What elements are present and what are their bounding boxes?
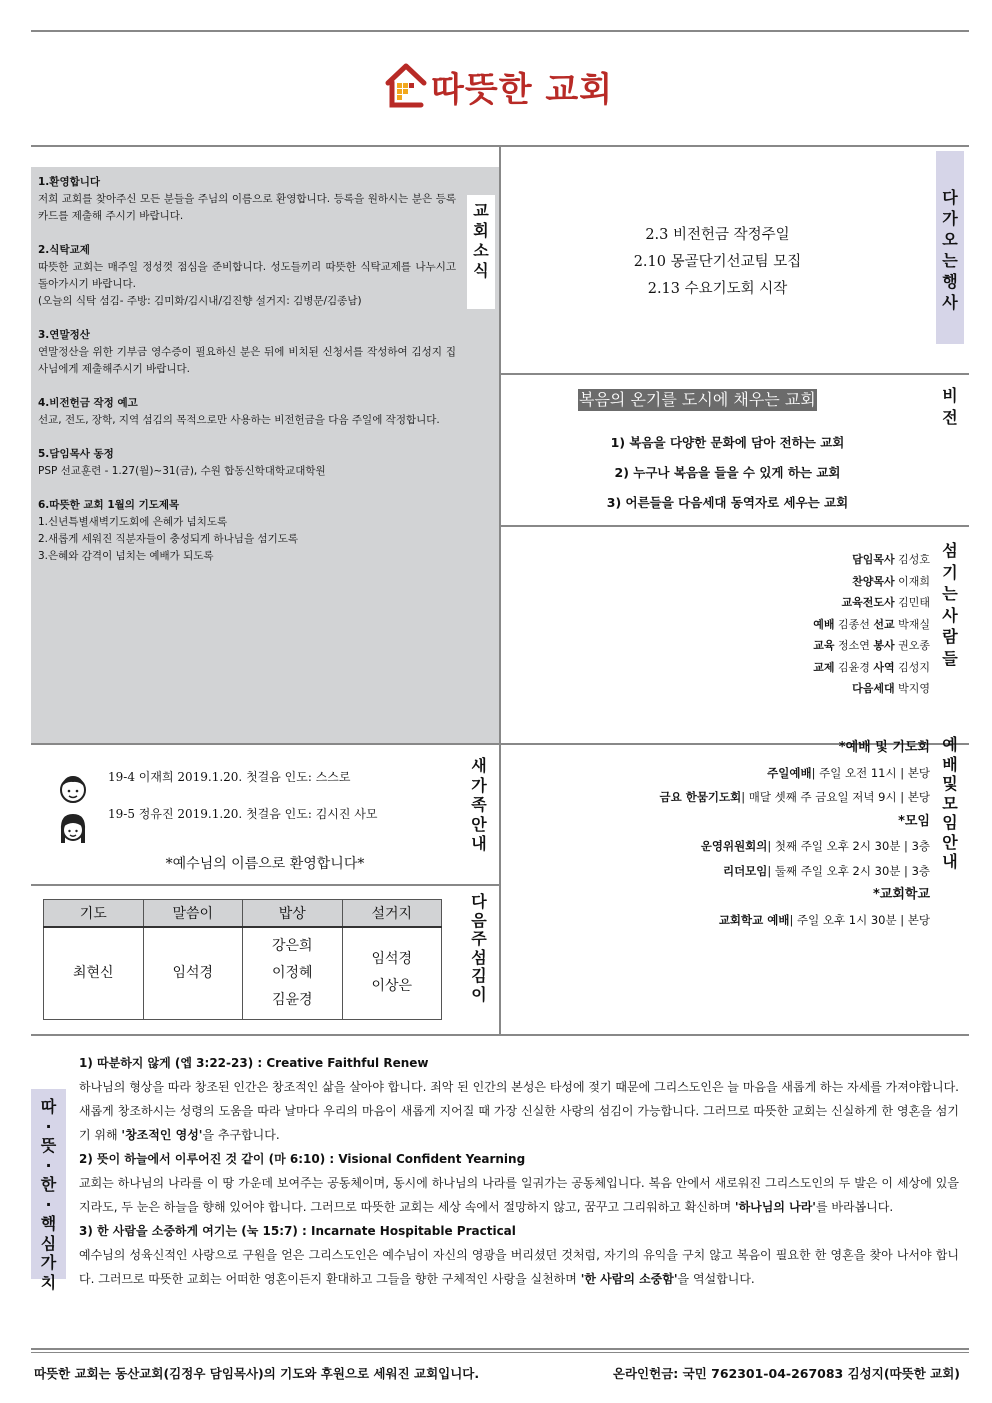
news-item (38, 395, 456, 429)
servant-role: 봉사 (873, 639, 895, 652)
news-text: 저희 교회를 찾아주신 모든 분들을 주님의 이름으로 환영합니다. 등록을 원하시는 분은 등록카드를 제출해 주시기 바랍니다. (38, 193, 456, 222)
vertical-label-char: 들 (942, 648, 958, 668)
church-news-label (467, 195, 495, 309)
new-family-member: 19-5 정유진 2019.1.20. 첫걸음 인도: 김시진 사모 (108, 807, 378, 821)
news-heading: 5.담임목사 동정 (38, 448, 114, 460)
next-week-servers-label (465, 893, 493, 1004)
vision-item: 3) 어른들을 다음세대 동역자로 세우는 교회 (606, 495, 849, 510)
vertical-label-char: 내 (471, 834, 487, 853)
vertical-label-char: · (45, 1116, 52, 1136)
news-heading: 4.비전헌금 작정 예고 (38, 397, 138, 409)
vertical-label-char: 가 (40, 1253, 57, 1272)
schedule-name: 교회학교 예배 (718, 912, 790, 927)
vision-label (936, 385, 964, 429)
core-value-body: 하나님의 형상을 따라 창조된 인간은 창조적인 삶을 살아야 합니다. 죄악 된 인간의 본성은 타성에 젖기 때문에 그리스도인은 늘 마음을 새롭게 하는 자세를 가져야합니다. 새롭게 창조하시는 성령의 도움을 따라 날마다 우리의 마음이 새롭게 지어질 때 가장 신실한 사랑의 섬김이 가능합니다. 그러므로 따뜻한 교회는 신실하게 한 영혼을 섬기기 위해 (79, 1080, 959, 1142)
servant-name: 김민태 (898, 596, 930, 609)
server-name: 이상은 (371, 978, 413, 995)
servant-name: 김윤경 (837, 660, 870, 674)
vertical-label-char: 음 (471, 910, 487, 930)
schedule-name: 금요 한뭄기도회 (659, 790, 742, 804)
vertical-label-char: 및 (942, 774, 958, 793)
core-value-body: 예수님의 성육신적인 사랑으로 구원을 얻은 그리스도인은 예수님이 자신의 영광을 버리셨던 것처럼, 자기의 유익을 구치 않고 복음이 필요한 한 영혼을 찾아 나서야 합니다. 그러므로 따뜻한 교회는 어떠한 영혼이든지 환대하고 그들을 향한 구체적인 사랑을 실천하며 (79, 1248, 959, 1286)
next-week-servers-table (43, 899, 442, 1020)
news-item (38, 446, 456, 480)
vertical-label-char: 치 (40, 1272, 57, 1292)
news-heading: 1.환영합니다 (38, 176, 101, 188)
table-header: 밥상 (243, 900, 343, 927)
female-avatar-icon (57, 810, 89, 850)
servant-line (813, 549, 930, 571)
schedule-name: 리더모임 (722, 863, 768, 878)
vertical-label-char: 안 (471, 814, 487, 834)
servant-line (813, 571, 930, 593)
vertical-label-char: 기 (942, 562, 958, 582)
event-item: 2.3 비전헌금 작정주일 (645, 227, 790, 243)
servants-label (936, 540, 964, 669)
news-heading: 2.식탁교제 (38, 244, 90, 256)
servant-line (813, 635, 930, 657)
news-item (38, 174, 456, 225)
server-name: 김윤경 (271, 991, 313, 1008)
vertical-label-char: 핵 (40, 1214, 57, 1233)
core-value-text (79, 1171, 959, 1219)
footer-online-offering: 온라인헌금: 국민 762301-04-267083 김성지(따뜻한 교회) (612, 1366, 960, 1381)
servant-line (813, 614, 930, 636)
vertical-label-char: 섬 (942, 541, 958, 560)
vertical-label-char: 오 (942, 230, 958, 249)
event-item: 2.13 수요기도회 시작 (647, 281, 788, 297)
servant-role: 교육 (813, 639, 835, 652)
servant-line (813, 592, 930, 614)
vertical-label-char: 가 (942, 209, 958, 228)
vertical-label-char: 행 (942, 272, 958, 291)
vision-title: 복음의 온기를 도시에 채우는 교회 (579, 390, 816, 409)
servant-name: 김성지 (898, 660, 930, 674)
schedule-row (659, 785, 930, 810)
servant-name: 권오종 (898, 639, 930, 652)
news-item (38, 242, 456, 310)
schedule-detail: | 주일 오후 1시 30분 | 본당 (789, 912, 930, 927)
section-rule (501, 373, 969, 375)
vertical-label-char: 식 (473, 261, 489, 280)
footer-rule (31, 1352, 969, 1353)
event-item: 2.10 몽골단기선교팀 모집 (633, 254, 802, 270)
schedule-category: *교회학교 (872, 887, 930, 902)
schedule-category: *예배 및 기도회 (838, 740, 930, 755)
schedule-row (659, 859, 930, 884)
core-value-emphasis: '한 사람의 소중함' (580, 1272, 678, 1286)
church-name: 따뜻한 교회 (431, 69, 614, 110)
news-heading: 6.따뜻한 교회 1월의 기도제목 (38, 499, 180, 511)
vertical-label-char: 모 (942, 793, 958, 813)
table-cell (44, 927, 144, 1020)
vertical-label-char: 는 (942, 584, 958, 603)
schedule-detail: | 첫째 주일 오후 2시 30분 | 3층 (767, 839, 930, 853)
news-item (38, 327, 456, 378)
vertical-label-char: 비 (942, 386, 958, 405)
servant-role: 찬양목사 (852, 574, 895, 588)
servant-role: 선교 (873, 617, 895, 631)
vertical-label-char: 배 (942, 754, 958, 774)
schedule-row (659, 761, 930, 786)
servant-role: 담임목사 (852, 553, 895, 566)
core-value-tail: 를 바라봅니다. (815, 1200, 894, 1214)
news-text: 연말정산을 위한 기부금 영수증이 필요하신 분은 뒤에 비치된 신청서를 작성하여 김성지 집사님에게 제출해주시기 바랍니다. (38, 346, 456, 375)
news-text: 따뜻한 교회는 매주일 정성껏 점심을 준비합니다. 성도들끼리 따뜻한 식탁교제를 나누시고 돌아가시기 바랍니다. (38, 261, 456, 290)
core-value-item (79, 1051, 959, 1147)
core-values-label (31, 1089, 66, 1292)
schedule-row (659, 834, 930, 859)
core-value-item (79, 1219, 959, 1291)
news-item (38, 497, 456, 565)
core-value-body: 교회는 하나님의 나라를 이 땅 가운데 보여주는 공동체이며, 동시에 하나님의 나라를 일궈가는 공동체입니다. 복음 안에서 새로워진 그리스도인의 두 발은 이 세상에 있을 지라도, 두 눈은 하늘을 향해 있어야 합니다. 그러므로 따뜻한 교회는 세상 속에서 절망하지 않고, 꿈꾸고 그리워하고 확신하며 (79, 1176, 959, 1214)
servant-name: 박재실 (898, 617, 930, 631)
servant-role: 예배 (813, 617, 835, 631)
footer-support-note: 따뜻한 교회는 동산교회(김정우 담임목사)의 기도와 후원으로 세워진 교회입니다. (34, 1366, 480, 1381)
vertical-label-char: 섬 (471, 947, 487, 967)
servant-line (813, 678, 930, 700)
server-name: 임석경 (371, 951, 413, 968)
worship-label (936, 735, 964, 872)
house-logo-icon (385, 61, 427, 111)
new-family-label (465, 756, 493, 854)
table-header-row (44, 900, 442, 927)
servant-name: 이재희 (898, 574, 930, 588)
schedule-detail: | 매달 셋째 주 금요일 저녁 9시 | 본당 (741, 790, 930, 804)
servant-role: 교육전도사 (841, 596, 895, 609)
section-rule (31, 1034, 969, 1036)
table-header: 말씀이 (143, 900, 243, 927)
vertical-label-char: · (45, 1155, 52, 1175)
footer-rule (31, 1348, 969, 1350)
vertical-label-char: 회 (473, 221, 489, 240)
table-cell (143, 927, 243, 1020)
news-text: (오늘의 식탁 섬김- 주방: 김미화/김시내/김진향 설거지: 김병문/김종남) (38, 295, 362, 307)
church-news-list (38, 174, 456, 582)
server-name: 임석경 (172, 964, 214, 981)
vertical-label-char: 교 (473, 201, 489, 220)
vertical-label-char: · (45, 1194, 52, 1214)
vertical-label-char: 새 (471, 756, 487, 775)
vertical-label-char: 는 (942, 251, 958, 270)
vertical-label-char: 사 (942, 293, 958, 312)
schedule-row (659, 908, 930, 933)
vertical-label-char: 김 (471, 966, 487, 985)
vertical-label-char: 예 (942, 735, 958, 754)
church-logo (385, 57, 615, 115)
table-row (44, 927, 442, 1020)
vertical-label-char: 심 (40, 1233, 57, 1253)
servant-role: 다음세대 (852, 682, 895, 695)
core-value-emphasis: '하나님의 나라' (734, 1200, 816, 1214)
core-value-text (79, 1075, 959, 1147)
vertical-label-char: 뜻 (40, 1136, 57, 1155)
servant-name: 김성호 (898, 553, 930, 566)
servant-name: 정소연 (837, 639, 870, 652)
section-rule (501, 525, 969, 527)
table-header: 기도 (44, 900, 144, 927)
schedule-detail: | 둘째 주일 오후 2시 30분 | 3층 (767, 863, 930, 878)
vertical-label-char: 따 (40, 1097, 57, 1116)
core-value-heading: 1) 따분하지 않게 (엡 3:22-23) : Creative Faithful Renew (79, 1056, 429, 1070)
server-name: 강은희 (271, 937, 313, 954)
vertical-label-char: 한 (40, 1175, 57, 1194)
vertical-label-char: 안 (942, 832, 958, 852)
servant-role: 사역 (873, 660, 895, 674)
core-value-item (79, 1147, 959, 1219)
section-rule (31, 884, 499, 886)
upcoming-events-label (936, 151, 964, 344)
vertical-label-char: 임 (942, 813, 958, 832)
vertical-label-char: 전 (942, 408, 958, 427)
vision-item: 1) 복음을 다양한 문화에 담아 전하는 교회 (610, 435, 845, 450)
servant-line (813, 657, 930, 679)
male-avatar-icon (58, 772, 88, 810)
news-text: 선교, 전도, 장학, 지역 섬김의 목적으로만 사용하는 비전헌금을 다음 주일에 작정합니다. (38, 414, 440, 426)
vertical-label-char: 사 (942, 605, 958, 625)
servant-role: 교제 (813, 660, 835, 674)
core-value-heading: 2) 뜻이 하늘에서 이루어진 것 같이 (마 6:10) : Visional Confident Yearning (79, 1152, 526, 1166)
schedule-name: 주일예배 (767, 765, 812, 780)
server-name: 최현신 (72, 964, 114, 981)
vertical-label-char: 가 (471, 775, 487, 795)
upcoming-events (500, 222, 935, 303)
vertical-label-char: 람 (942, 627, 958, 646)
core-value-heading: 3) 한 사람을 소중하게 여기는 (눅 15:7) : Incarnate Hospitable Practical (79, 1224, 516, 1238)
new-family-member: 19-4 이재희 2019.1.20. 첫걸음 인도: 스스로 (108, 770, 351, 784)
core-value-text (79, 1243, 959, 1291)
vision-item: 2) 누구나 복음을 들을 수 있게 하는 교회 (614, 465, 841, 480)
vertical-label-char: 내 (942, 852, 958, 871)
vertical-label-char: 족 (471, 795, 487, 814)
news-text: 2.새롭게 세워진 직분자들이 충성되게 하나님을 섬기도록 (38, 533, 298, 545)
table-cell (243, 927, 343, 1020)
schedule-name: 운영위원회의 (700, 839, 768, 853)
table-header: 설거지 (342, 900, 442, 927)
core-value-emphasis: '창조적인 영성' (121, 1128, 203, 1142)
core-values (79, 1051, 959, 1291)
news-text: PSP 선교훈련 - 1.27(월)~31(금), 수원 합동신학대학교대학원 (38, 465, 326, 477)
welcome-message: *예수님의 이름으로 환영합니다* (165, 856, 365, 872)
vertical-label-char: 이 (471, 984, 487, 1004)
worship-schedule (659, 736, 930, 932)
table-cell (342, 927, 442, 1020)
vertical-label-char: 주 (471, 929, 487, 948)
church-news-panel (31, 167, 499, 743)
top-rule (31, 30, 969, 32)
news-text: 3.은혜와 감격이 넘치는 예배가 되도록 (38, 550, 214, 562)
news-heading: 3.연말정산 (38, 329, 90, 341)
vision-list (500, 428, 955, 518)
schedule-category: *모임 (898, 813, 930, 829)
server-name: 이정혜 (271, 964, 313, 981)
servant-name: 김종선 (837, 617, 870, 631)
servant-name: 박지영 (898, 682, 930, 695)
core-value-tail: 을 추구합니다. (202, 1128, 280, 1142)
vertical-label-char: 다 (471, 892, 487, 911)
servants-list (813, 549, 930, 700)
schedule-detail: | 주일 오전 11시 | 본당 (811, 765, 930, 780)
news-text: 1.신년특별새벽기도회에 은혜가 넘치도록 (38, 516, 228, 528)
vertical-label-char: 다 (942, 188, 958, 207)
vertical-label-char: 소 (473, 241, 489, 260)
core-value-tail: 을 역설합니다. (677, 1272, 755, 1286)
